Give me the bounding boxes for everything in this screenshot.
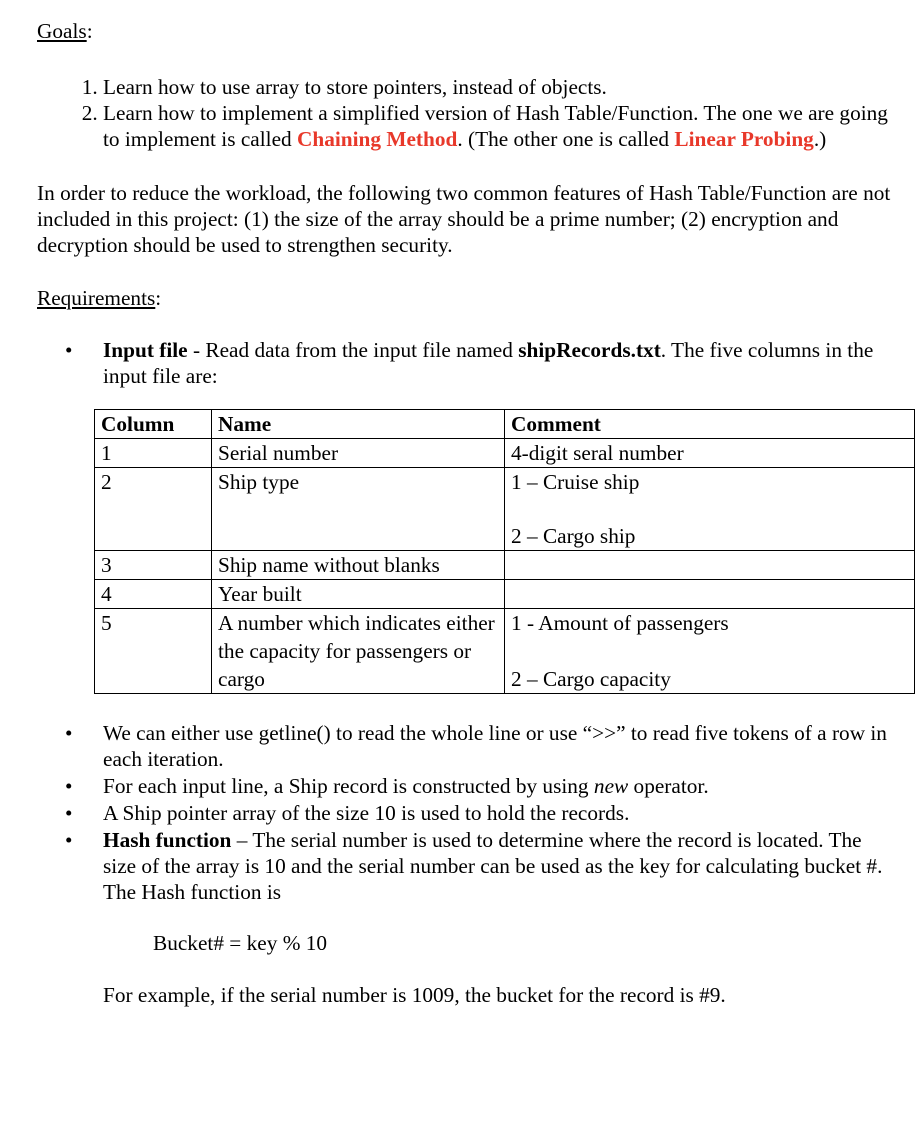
intro-paragraph: In order to reduce the workload, the following two common features of Hash Table/Function are not included in this project: (1) the size of the array should be a prime number; (2) encryption and decryption should be used to strengthen security.	[37, 181, 891, 257]
goals-heading-line	[37, 18, 897, 44]
bullet-icon: •	[65, 774, 73, 798]
bullet-text-after: operator.	[628, 774, 709, 798]
cell-name: Year built	[212, 580, 505, 609]
goal-text-2-before: Learn how to implement a simplified version of Hash Table/Function. The one we are going to implement is called	[103, 101, 888, 151]
new-operator-term: new	[593, 774, 629, 798]
table-row	[95, 580, 915, 609]
cell-column: 4	[95, 580, 212, 609]
bullet-icon: •	[65, 338, 73, 362]
comment-line: 1 – Cruise ship	[511, 470, 640, 494]
goal-item-2	[103, 100, 897, 152]
list-item	[37, 720, 897, 772]
bullet-text: A Ship pointer array of the size 10 is used to hold the records.	[103, 801, 630, 825]
comment-line: 1 - Amount of passengers	[511, 611, 729, 635]
details-list	[37, 720, 897, 905]
table-row	[95, 551, 915, 580]
cell-comment	[505, 580, 915, 609]
table-row	[95, 439, 915, 468]
goal-text-2-middle: . (The other one is called	[457, 127, 675, 151]
input-file-text-after: . The five columns in the input file are:	[103, 338, 874, 388]
goals-heading: Goals	[37, 19, 87, 43]
cell-column: 5	[95, 609, 212, 694]
cell-name: Serial number	[212, 439, 505, 468]
goals-heading-colon: :	[86, 19, 93, 43]
bullet-icon: •	[65, 721, 73, 745]
input-file-label: Input file	[103, 338, 188, 362]
table-row	[95, 609, 915, 694]
table-header-row	[95, 410, 915, 439]
header-column: Column	[95, 410, 212, 439]
linear-probing-term: Linear Probing	[674, 127, 814, 151]
bullet-text: – The serial number is used to determine where the record is located. The size of the array is 10 and the serial number can be used as the key for calculating bucket #. The Hash function is	[103, 828, 883, 904]
columns-table	[94, 409, 915, 694]
cell-column: 1	[95, 439, 212, 468]
example-text: For example, if the serial number is 1009, the bucket for the record is #9.	[103, 983, 726, 1007]
cell-comment	[505, 609, 915, 694]
cell-name: Ship name without blanks	[212, 551, 505, 580]
goal-item-1	[103, 74, 897, 100]
hash-function-label: Hash function	[103, 828, 232, 852]
requirements-heading-line	[37, 285, 897, 311]
list-item	[37, 773, 897, 799]
input-file-bullet	[37, 337, 897, 389]
goal-text-1: Learn how to use array to store pointers, instead of objects.	[103, 75, 607, 99]
bullet-text-before: For each input line, a Ship record is constructed by using	[103, 774, 594, 798]
hash-formula: Bucket# = key % 10	[153, 931, 328, 955]
header-comment: Comment	[505, 410, 915, 439]
cell-name: A number which indicates either the capacity for passengers or cargo	[212, 609, 505, 694]
cell-column: 2	[95, 468, 212, 551]
input-filename: shipRecords.txt	[518, 338, 661, 362]
input-file-text-before: - Read data from the input file named	[187, 338, 519, 362]
cell-comment	[505, 468, 915, 551]
comment-line: 2 – Cargo ship	[511, 524, 636, 548]
goal-text-2-after: .)	[813, 127, 827, 151]
bullet-icon: •	[65, 801, 73, 825]
cell-column: 3	[95, 551, 212, 580]
requirements-heading: Requirements	[37, 286, 156, 310]
table-row	[95, 468, 915, 551]
comment-line: 2 – Cargo capacity	[511, 667, 671, 691]
document-page	[37, 18, 897, 1008]
header-name: Name	[212, 410, 505, 439]
list-item	[37, 827, 897, 905]
cell-comment: 4-digit seral number	[505, 439, 915, 468]
requirements-heading-colon: :	[155, 286, 162, 310]
cell-name: Ship type	[212, 468, 505, 551]
list-item	[37, 800, 897, 826]
bullet-icon: •	[65, 828, 73, 852]
cell-comment	[505, 551, 915, 580]
goals-list	[37, 74, 897, 152]
bullet-text: We can either use getline() to read the whole line or use “>>” to read five tokens of a row in each iteration.	[103, 721, 887, 771]
chaining-method-term: Chaining Method	[297, 127, 458, 151]
requirements-list	[37, 337, 897, 389]
